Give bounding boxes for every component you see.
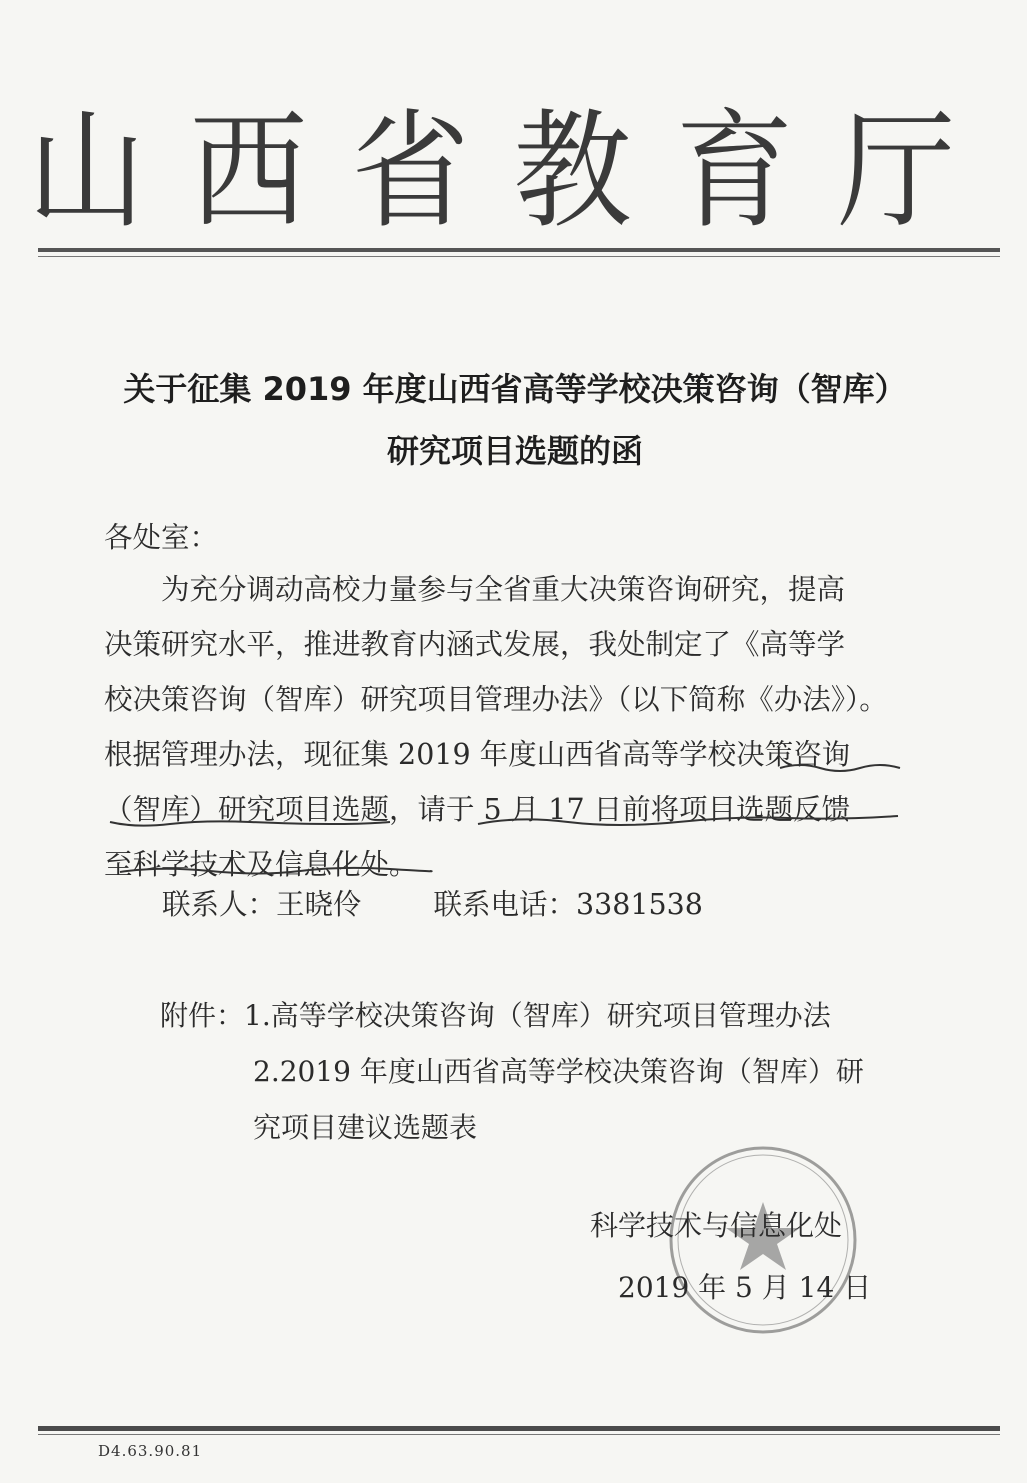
- title-line-1: 关于征集 2019 年度山西省高等学校决策咨询（智库）: [123, 370, 907, 408]
- contact-info: [162, 882, 703, 923]
- body-line: 根据管理办法，现征集 2019 年度山西省高等学校决策咨询: [104, 738, 851, 771]
- contact-person: 联系人：王晓伶: [162, 888, 362, 921]
- body-line: 为充分调动高校力量参与全省重大决策咨询研究，提高: [161, 573, 846, 606]
- salutation: 各处室：: [104, 521, 219, 554]
- contact-phone: 联系电话：3381538: [433, 888, 703, 921]
- footer-rule: [38, 1426, 1000, 1435]
- attachment-item: 2.2019 年度山西省高等学校决策咨询（智库）研: [253, 1055, 864, 1088]
- masthead-title: 山西省教育厅: [27, 96, 1000, 246]
- signature-block: [590, 1195, 871, 1319]
- body-line: （智库）研究项目选题，请于 5 月 17 日前将项目选题反馈: [104, 793, 851, 826]
- issuing-office: 科学技术与信息化处: [590, 1209, 843, 1242]
- attachment-item: 1.高等学校决策咨询（智库）研究项目管理办法: [244, 999, 831, 1032]
- title-line-2: 研究项目选题的函: [386, 432, 643, 470]
- footer-code: D4.63.90.81: [98, 1442, 203, 1460]
- body-line: 至科学技术及信息化处。: [104, 848, 418, 881]
- attachments: [160, 988, 864, 1156]
- attachment-item-cont: 究项目建议选题表: [253, 1111, 478, 1144]
- body-line: 校决策咨询（智库）研究项目管理办法》（以下简称《办法》）。: [104, 683, 888, 716]
- body-line: 决策研究水平，推进教育内涵式发展，我处制定了《高等学: [104, 628, 846, 661]
- issue-date: 2019 年 5 月 14 日: [618, 1271, 872, 1304]
- attachments-label: 附件：: [160, 999, 245, 1032]
